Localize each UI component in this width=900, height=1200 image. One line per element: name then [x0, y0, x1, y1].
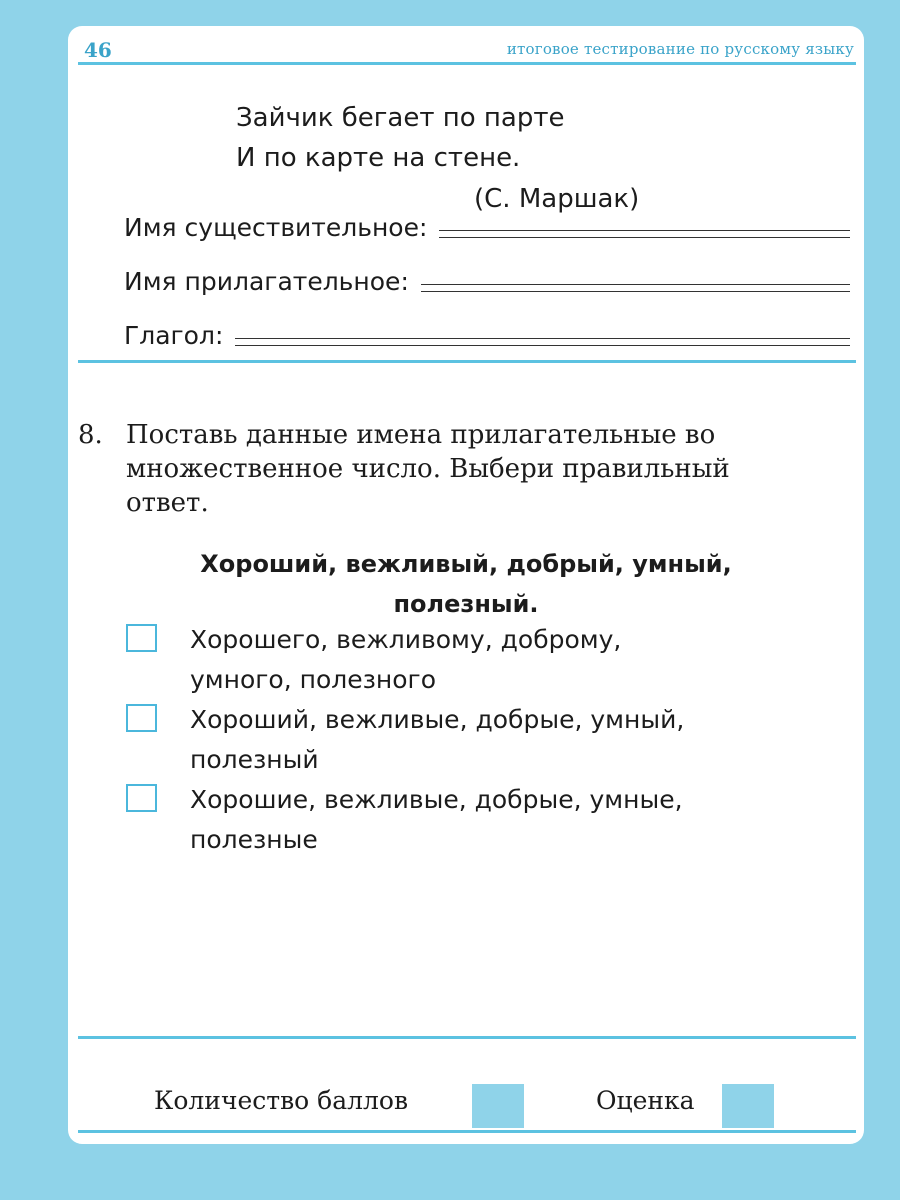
fill-label: Имя существительное:	[124, 213, 428, 242]
option-line: Хорошие, вежливые, добрые, умные,	[190, 785, 683, 814]
poem-line: И по карте на стене.	[236, 143, 521, 173]
fill-row-verb	[124, 312, 850, 352]
footer-rule-top	[78, 1036, 856, 1039]
task-number: 8.	[78, 420, 103, 450]
adjective-list-line: Хороший, вежливый, добрый, умный,	[200, 550, 732, 578]
adjective-list	[108, 544, 824, 624]
page-number: 46	[84, 38, 112, 62]
option-line: полезные	[190, 825, 318, 854]
option-text	[190, 620, 840, 700]
section-rule	[78, 360, 856, 363]
fill-label: Имя прилагательное:	[124, 267, 409, 296]
checkbox[interactable]	[126, 624, 157, 652]
score-box[interactable]	[472, 1084, 524, 1128]
score-label: Количество баллов	[154, 1086, 409, 1115]
footer-rule-bottom	[78, 1130, 856, 1133]
poem-author: (С. Маршак)	[474, 184, 640, 214]
fill-label: Глагол:	[124, 321, 224, 350]
answer-line-adjective[interactable]	[421, 284, 850, 292]
answer-line-noun[interactable]	[439, 230, 850, 238]
checkbox[interactable]	[126, 704, 157, 732]
answer-line-verb[interactable]	[235, 338, 850, 346]
grade-box[interactable]	[722, 1084, 774, 1128]
fill-row-noun	[124, 204, 850, 244]
page-header	[78, 32, 854, 62]
poem	[236, 98, 565, 178]
option-text	[190, 700, 840, 780]
option-line: полезный	[190, 745, 319, 774]
adjective-list-line: полезный.	[393, 590, 539, 618]
task-instruction: Поставь данные имена прилагательные во множественное число. Выбери правильный ответ.	[126, 420, 730, 518]
running-title: итоговое тестирование по русскому языку	[506, 40, 854, 58]
option-text	[190, 780, 840, 860]
poem-line: Зайчик бегает по парте	[236, 103, 565, 133]
workbook-page	[68, 26, 864, 1144]
fill-row-adjective	[124, 258, 850, 298]
checkbox[interactable]	[126, 784, 157, 812]
option-line: Хорошего, вежливому, доброму,	[190, 625, 622, 654]
option-line: умного, полезного	[190, 665, 436, 694]
grade-label: Оценка	[596, 1086, 695, 1115]
option-line: Хороший, вежливые, добрые, умный,	[190, 705, 685, 734]
header-rule	[78, 62, 856, 65]
